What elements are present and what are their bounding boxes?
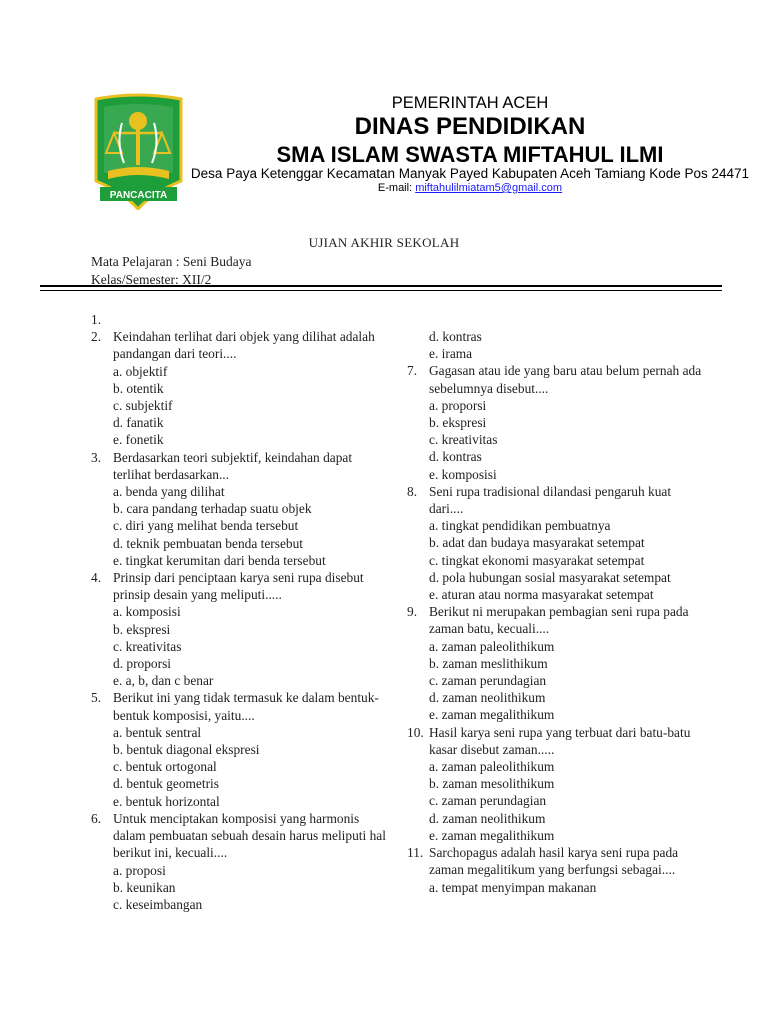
- logo-text: PANCACITA: [109, 190, 168, 201]
- option[interactable]: a. benda yang dilihat: [113, 484, 225, 500]
- option[interactable]: e. zaman megalithikum: [429, 827, 555, 843]
- option[interactable]: a. komposisi: [113, 604, 181, 620]
- question-10: 10. Hasil karya seni rupa yang terbuat dari batu-batu kasar disebut zaman.....: [407, 724, 691, 757]
- question-9: 9. Berikut ni merupakan pembagian seni rupa pada zaman batu, kecuali....: [407, 604, 689, 637]
- option[interactable]: c. zaman perundagian: [429, 673, 547, 689]
- option[interactable]: e. komposisi: [429, 466, 497, 482]
- question-11: 11. Sarchopagus adalah hasil karya seni rupa pada zaman megalitikum yang berfungsi sebagai....: [407, 845, 679, 878]
- option[interactable]: d. kontras: [429, 449, 482, 465]
- header-department: DINAS PENDIDIKAN: [354, 113, 586, 140]
- header-email: [190, 182, 750, 194]
- option[interactable]: c. diri yang melihat benda tersebut: [113, 518, 299, 534]
- option[interactable]: e. irama: [429, 346, 473, 362]
- pancacita-logo: [92, 93, 185, 210]
- header-divider-thin: [40, 290, 722, 291]
- option[interactable]: e. bentuk horizontal: [113, 793, 220, 809]
- option[interactable]: c. zaman perundagian: [429, 793, 547, 809]
- option[interactable]: a. bentuk sentral: [113, 724, 202, 740]
- option[interactable]: a. tingkat pendidikan pembuatnya: [429, 518, 611, 534]
- question-4: 4. Prinsip dari penciptaan karya seni rupa disebut prinsip desain yang meliputi.....: [91, 570, 364, 603]
- email-link[interactable]: miftahulilmiatam5@gmail.com: [415, 182, 563, 194]
- option[interactable]: c. bentuk ortogonal: [113, 759, 217, 775]
- question-1: 1.: [91, 312, 102, 327]
- exam-title: UJIAN AKHIR SEKOLAH: [308, 235, 460, 250]
- header-divider-thick: [40, 285, 722, 287]
- option[interactable]: a. tempat menyimpan makanan: [429, 879, 597, 895]
- option[interactable]: e. a, b, dan c benar: [113, 673, 214, 689]
- option[interactable]: e. fonetik: [113, 432, 164, 448]
- option[interactable]: c. subjektif: [113, 398, 173, 414]
- option[interactable]: e. zaman megalithikum: [429, 707, 555, 723]
- question-7: 7. Gagasan atau ide yang baru atau belum pernah ada sebelumnya disebut....: [407, 363, 702, 396]
- option[interactable]: c. kreativitas: [429, 432, 498, 448]
- option[interactable]: b. adat dan budaya masyarakat setempat: [429, 535, 645, 551]
- option[interactable]: c. keseimbangan: [113, 896, 203, 912]
- option[interactable]: b. otentik: [113, 380, 164, 396]
- question-6: 6. Untuk menciptakan komposisi yang harmonis dalam pembuatan sebuah desain harus meliputi hal berikut ini, kecuali....: [91, 810, 386, 861]
- option[interactable]: b. zaman mesolithikum: [429, 776, 555, 792]
- question-5: 5. Berikut ini yang tidak termasuk ke dalam bentuk-bentuk komposisi, yaitu....: [91, 690, 379, 723]
- questions-left-column: [91, 311, 391, 913]
- header-address: Desa Paya Ketenggar Kecamatan Manyak Payed Kabupaten Aceh Tamiang Kode Pos 24471: [190, 166, 750, 181]
- option[interactable]: b. keunikan: [113, 879, 176, 895]
- option[interactable]: d. zaman neolithikum: [429, 690, 546, 706]
- option[interactable]: a. proporsi: [429, 397, 487, 413]
- option[interactable]: c. tingkat ekonomi masyarakat setempat: [429, 552, 645, 568]
- option[interactable]: d. pola hubungan sosial masyarakat setempat: [429, 569, 671, 585]
- option[interactable]: e. aturan atau norma masyarakat setempat: [429, 587, 654, 603]
- question-3: 3. Berdasarkan teori subjektif, keindahan dapat terlihat berdasarkan...: [91, 449, 353, 482]
- option[interactable]: d. teknik pembuatan benda tersebut: [113, 535, 304, 551]
- option[interactable]: b. bentuk diagonal ekspresi: [113, 742, 260, 758]
- option[interactable]: d. proporsi: [113, 656, 172, 672]
- option[interactable]: a. zaman paleolithikum: [429, 638, 555, 654]
- option[interactable]: a. proposi: [113, 862, 166, 878]
- option[interactable]: c. kreativitas: [113, 638, 182, 654]
- option[interactable]: d. bentuk geometris: [113, 776, 219, 792]
- option[interactable]: b. cara pandang terhadap suatu objek: [113, 501, 312, 517]
- option[interactable]: d. zaman neolithikum: [429, 810, 546, 826]
- header-government: PEMERINTAH ACEH: [391, 94, 549, 112]
- exam-class: Kelas/Semester: XII/2: [91, 272, 212, 285]
- option[interactable]: b. ekspresi: [113, 621, 171, 637]
- option[interactable]: e. tingkat kerumitan dari benda tersebut: [113, 552, 326, 568]
- question-2: 2. Keindahan terlihat dari objek yang dilihat adalah pandangan dari teori....: [91, 329, 375, 362]
- option[interactable]: a. zaman paleolithikum: [429, 759, 555, 775]
- option[interactable]: d. kontras: [429, 329, 482, 344]
- option[interactable]: d. fanatik: [113, 415, 164, 431]
- exam-subject: Mata Pelajaran : Seni Budaya: [91, 254, 252, 269]
- option[interactable]: b. zaman meslithikum: [429, 655, 548, 671]
- header-school: SMA ISLAM SWASTA MIFTAHUL ILMI: [276, 142, 664, 167]
- option[interactable]: b. ekspresi: [429, 415, 487, 431]
- option[interactable]: a. objektif: [113, 363, 168, 379]
- question-8: 8. Seni rupa tradisional dilandasi pengaruh kuat dari....: [407, 483, 672, 517]
- questions-right-column: [407, 328, 707, 896]
- email-label: E-mail:: [377, 182, 413, 194]
